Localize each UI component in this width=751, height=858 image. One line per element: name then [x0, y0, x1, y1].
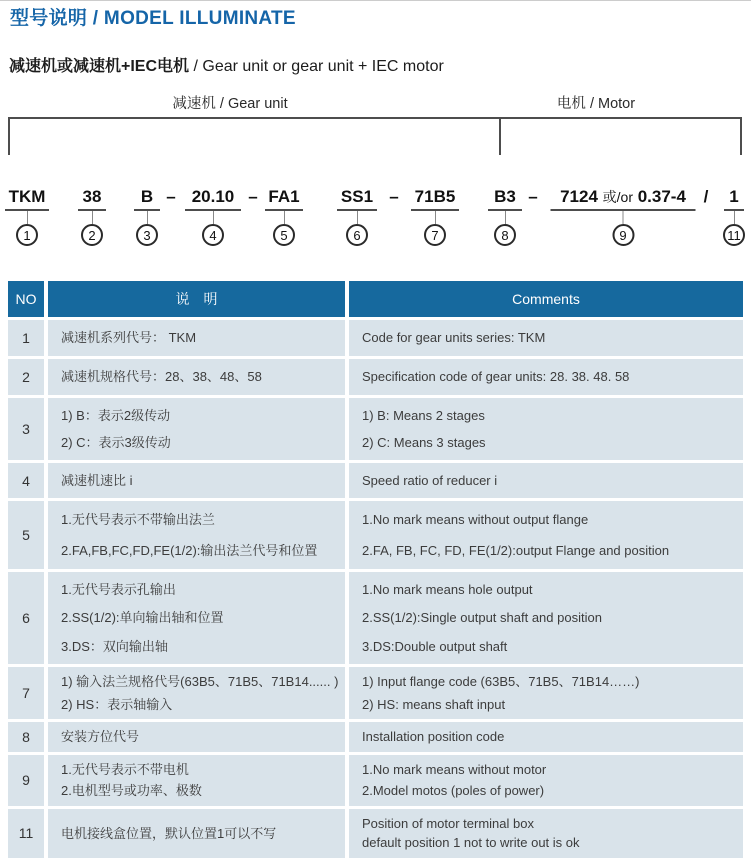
code-separator-dash: – [248, 187, 258, 206]
table-row [8, 755, 743, 806]
row-comments: 1.No mark means without output flange 2.FA, FB, FC, FD, FE(1/2):output Flange and position [349, 501, 743, 569]
row-no: 11 [8, 809, 44, 858]
code-segment-output-shaft: SS1 6 [337, 187, 377, 246]
row-no: 3 [8, 398, 44, 460]
header-no: NO [8, 281, 44, 317]
code-separator-dash: – [166, 187, 176, 206]
row-desc: 安装方位代号 [48, 722, 345, 752]
code-separator-dash: – [528, 187, 538, 206]
table-row [8, 359, 743, 395]
row-desc: 1.无代号表示不带电机 2.电机型号或功率、极数 [48, 755, 345, 806]
row-desc: 减速机规格代号：28、38、48、58 [48, 359, 345, 395]
segment-number-badge: 6 [346, 224, 368, 246]
row-desc: 减速机速比 i [48, 463, 345, 498]
model-code-diagram [0, 76, 751, 281]
row-desc: 1.无代号表示不带输出法兰 2.FA,FB,FC,FD,FE(1/2):输出法兰代号和位置 [48, 501, 345, 569]
row-comments: Speed ratio of reducer i [349, 463, 743, 498]
table-header-row [8, 281, 743, 317]
bracket-right-tick [740, 117, 742, 155]
row-no: 8 [8, 722, 44, 752]
section-subtitle [9, 53, 751, 76]
table-row [8, 572, 743, 664]
bracket-middle-tick [499, 117, 501, 155]
segment-number-badge: 11 [723, 224, 745, 246]
row-no: 6 [8, 572, 44, 664]
page-title: 型号说明 / MODEL ILLUMINATE [10, 8, 296, 29]
row-comments: 1) Input flange code (63B5、71B5、71B14……) 2) HS: means shaft input [349, 667, 743, 719]
table-row [8, 722, 743, 752]
code-segment-series: TKM 1 [5, 187, 49, 246]
code-segment-motor-model: 7124 或/or 0.37-4 9 [551, 187, 696, 246]
code-segment-terminal-box: 1 11 [724, 187, 744, 246]
row-desc: 减速机系列代号： TKM [48, 320, 345, 356]
table-row [8, 809, 743, 858]
header-comments: Comments [349, 281, 743, 317]
table-row [8, 320, 743, 356]
segment-number-badge: 8 [494, 224, 516, 246]
table-row [8, 667, 743, 719]
row-comments: 1.No mark means hole output 2.SS(1/2):Single output shaft and position 3.DS:Double output shaft [349, 572, 743, 664]
motor-group-label: 电机 / Motor [556, 96, 636, 112]
bracket-top-line [8, 117, 742, 119]
table-row [8, 463, 743, 498]
segment-number-badge: 7 [424, 224, 446, 246]
segment-number-badge: 9 [612, 224, 634, 246]
row-desc: 1) B：表示2级传动 2) C：表示3级传动 [48, 398, 345, 460]
segment-number-badge: 4 [202, 224, 224, 246]
row-no: 9 [8, 755, 44, 806]
spec-table [8, 281, 743, 858]
subtitle-english: / Gear unit or gear unit + IEC motor [189, 58, 444, 75]
row-comments: Installation position code [349, 722, 743, 752]
code-segment-stages: B 3 [134, 187, 160, 246]
row-comments: Position of motor terminal box default position 1 not to write out is ok [349, 809, 743, 858]
code-segment-mounting: B3 8 [488, 187, 522, 246]
code-segment-output-flange: FA1 5 [265, 187, 303, 246]
code-segment-input-flange: 71B5 7 [411, 187, 459, 246]
row-no: 2 [8, 359, 44, 395]
bracket-left-tick [8, 117, 10, 155]
row-no: 4 [8, 463, 44, 498]
table-row [8, 398, 743, 460]
row-no: 7 [8, 667, 44, 719]
code-separator-slash: / [703, 187, 709, 206]
segment-number-badge: 1 [16, 224, 38, 246]
header-desc: 说 明 [48, 281, 345, 317]
row-comments: Specification code of gear units: 28. 38. 48. 58 [349, 359, 743, 395]
row-desc: 1) 输入法兰规格代号(63B5、71B5、71B14...... ) 2) HS：表示轴输入 [48, 667, 345, 719]
code-segment-ratio: 20.10 4 [185, 187, 241, 246]
code-separator-dash: – [389, 187, 399, 206]
row-no: 5 [8, 501, 44, 569]
segment-number-badge: 5 [273, 224, 295, 246]
code-segment-size: 38 2 [78, 187, 106, 246]
gear-unit-group-label: 减速机 / Gear unit [172, 96, 288, 112]
row-comments: 1.No mark means without motor 2.Model motos (poles of power) [349, 755, 743, 806]
segment-number-badge: 3 [136, 224, 158, 246]
table-row [8, 501, 743, 569]
or-text: 或/or [602, 189, 633, 205]
row-desc: 1.无代号表示孔输出 2.SS(1/2):单向输出轴和位置 3.DS：双向输出轴 [48, 572, 345, 664]
row-comments: Code for gear units series: TKM [349, 320, 743, 356]
segment-number-badge: 2 [81, 224, 103, 246]
row-comments: 1) B: Means 2 stages 2) C: Means 3 stages [349, 398, 743, 460]
subtitle-chinese: 减速机或减速机+IEC电机 [9, 58, 190, 75]
row-desc: 电机接线盒位置，默认位置1可以不写 [48, 809, 345, 858]
row-no: 1 [8, 320, 44, 356]
